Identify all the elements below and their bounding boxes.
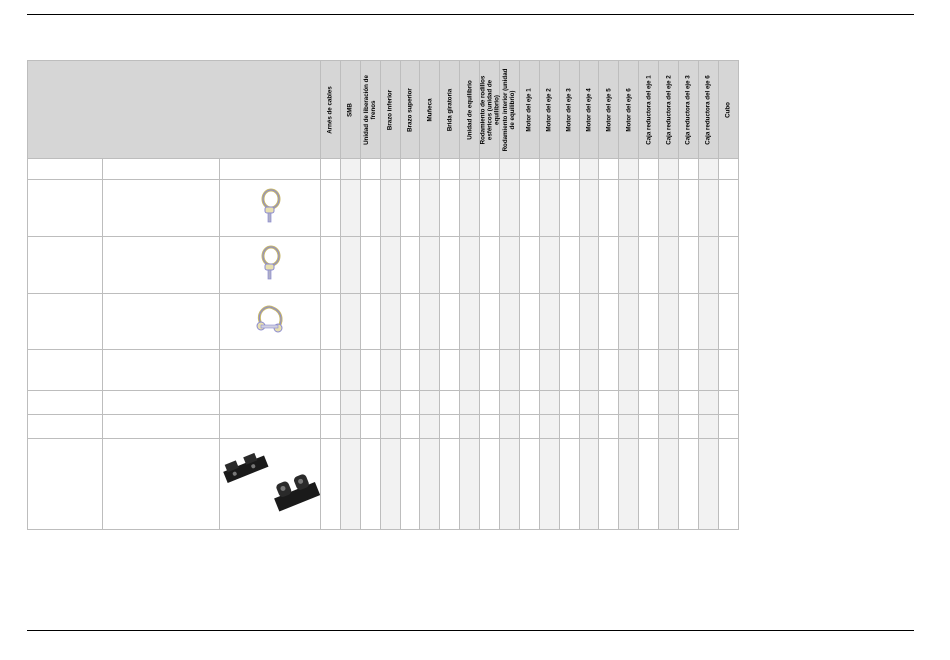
matrix-cell (500, 415, 520, 439)
tool-image-cell (220, 439, 321, 530)
table-row (28, 237, 739, 294)
matrix-cell (480, 180, 500, 237)
matrix-cell (698, 294, 718, 350)
matrix-cell (380, 180, 400, 237)
matrix-cell (579, 415, 599, 439)
matrix-cell (619, 237, 639, 294)
matrix-cell (460, 391, 480, 415)
column-header-label: Motor del eje 4 (585, 87, 593, 132)
matrix-cell (340, 180, 360, 237)
matrix-cell (718, 391, 738, 415)
matrix-cell (321, 439, 341, 530)
matrix-cell (460, 294, 480, 350)
matrix-cell (539, 415, 559, 439)
matrix-cell (440, 294, 460, 350)
matrix-cell (360, 350, 380, 391)
matrix-cell (380, 350, 400, 391)
matrix-cell (559, 294, 579, 350)
matrix-cell (599, 391, 619, 415)
matrix-cell (360, 439, 380, 530)
matrix-cell (718, 180, 738, 237)
column-header (380, 61, 400, 159)
matrix-cell (639, 415, 659, 439)
matrix-cell (321, 415, 341, 439)
tool-name-cell (103, 415, 220, 439)
column-header-label: Muñeca (426, 97, 434, 122)
column-header (500, 61, 520, 159)
matrix-cell (480, 159, 500, 180)
matrix-cell (400, 237, 420, 294)
tool-image-cell (220, 415, 321, 439)
matrix-cell (519, 237, 539, 294)
header-row (28, 61, 739, 159)
matrix-cell (698, 391, 718, 415)
matrix-cell (360, 237, 380, 294)
matrix-cell (519, 415, 539, 439)
matrix-cell (420, 237, 440, 294)
matrix-cell (659, 159, 679, 180)
matrix-cell (718, 237, 738, 294)
matrix-cell (559, 391, 579, 415)
column-header-label: Motor del eje 5 (605, 87, 613, 132)
matrix-cell (679, 391, 699, 415)
tool-image-cell (220, 391, 321, 415)
column-header-label: Brida giratoria (446, 88, 454, 131)
fixture-blocks-image (220, 450, 320, 514)
column-header (321, 61, 341, 159)
matrix-cell (519, 391, 539, 415)
matrix-cell (440, 180, 460, 237)
matrix-cell (579, 391, 599, 415)
matrix-cell (340, 294, 360, 350)
matrix-cell (599, 415, 619, 439)
matrix-cell (579, 237, 599, 294)
matrix-cell (321, 350, 341, 391)
matrix-cell (420, 180, 440, 237)
matrix-cell (679, 237, 699, 294)
column-header-label: Brazo superior (406, 87, 414, 132)
column-header-label: Cubo (724, 101, 732, 118)
column-header-label: Unidad de liberación de frenos (363, 74, 378, 145)
matrix-cell (400, 294, 420, 350)
matrix-cell (579, 294, 599, 350)
column-header-label: Motor del eje 1 (525, 87, 533, 132)
matrix-cell (698, 439, 718, 530)
column-header-label: Unidad de equilibrio (466, 79, 474, 140)
matrix-cell (380, 439, 400, 530)
matrix-cell (500, 350, 520, 391)
matrix-cell (321, 294, 341, 350)
matrix-cell (460, 415, 480, 439)
matrix-cell (400, 159, 420, 180)
tool-name-cell (103, 391, 220, 415)
matrix-cell (420, 415, 440, 439)
tool-id-cell (28, 391, 103, 415)
matrix-cell (460, 439, 480, 530)
matrix-cell (679, 415, 699, 439)
matrix-cell (559, 180, 579, 237)
tool-name-cell (103, 294, 220, 350)
matrix-cell (639, 439, 659, 530)
lifting-eye-bolt-image (257, 188, 283, 224)
matrix-cell (460, 237, 480, 294)
matrix-cell (360, 415, 380, 439)
matrix-cell (659, 294, 679, 350)
tool-id-cell (28, 159, 103, 180)
tool-id-cell (28, 180, 103, 237)
column-header (360, 61, 380, 159)
matrix-cell (559, 237, 579, 294)
tool-id-cell (28, 350, 103, 391)
matrix-cell (539, 180, 559, 237)
matrix-cell (659, 391, 679, 415)
table-row (28, 350, 739, 391)
lifting-shackle-image (253, 302, 287, 336)
matrix-cell (718, 350, 738, 391)
matrix-cell (679, 159, 699, 180)
matrix-cell (679, 439, 699, 530)
matrix-cell (380, 159, 400, 180)
matrix-cell (659, 237, 679, 294)
table-row (28, 294, 739, 350)
matrix-cell (321, 391, 341, 415)
matrix-cell (480, 294, 500, 350)
matrix-cell (321, 180, 341, 237)
matrix-cell (639, 159, 659, 180)
matrix-cell (619, 159, 639, 180)
matrix-cell (380, 415, 400, 439)
matrix-cell (539, 159, 559, 180)
column-header (559, 61, 579, 159)
matrix-cell (698, 415, 718, 439)
matrix-cell (500, 391, 520, 415)
matrix-cell (659, 439, 679, 530)
matrix-cell (340, 415, 360, 439)
tool-image-cell (220, 350, 321, 391)
matrix-cell (579, 159, 599, 180)
matrix-cell (639, 180, 659, 237)
tool-id-cell (28, 415, 103, 439)
matrix-cell (519, 439, 539, 530)
matrix-cell (480, 237, 500, 294)
matrix-cell (559, 415, 579, 439)
matrix-cell (619, 350, 639, 391)
matrix-cell (460, 159, 480, 180)
column-header (599, 61, 619, 159)
matrix-cell (480, 350, 500, 391)
lifting-eye-bolt-image (257, 245, 283, 281)
matrix-cell (579, 439, 599, 530)
matrix-cell (420, 350, 440, 391)
matrix-cell (698, 237, 718, 294)
column-header (659, 61, 679, 159)
matrix-cell (400, 415, 420, 439)
matrix-cell (539, 350, 559, 391)
table-row (28, 439, 739, 530)
column-header (698, 61, 718, 159)
matrix-cell (420, 439, 440, 530)
matrix-cell (500, 159, 520, 180)
matrix-cell (519, 294, 539, 350)
matrix-cell (559, 439, 579, 530)
top-rule (27, 14, 914, 15)
column-header-label: SMB (346, 102, 354, 117)
matrix-cell (718, 415, 738, 439)
tool-image-cell (220, 237, 321, 294)
matrix-cell (619, 391, 639, 415)
matrix-cell (519, 159, 539, 180)
table-row (28, 180, 739, 237)
matrix-cell (380, 294, 400, 350)
matrix-cell (599, 350, 619, 391)
matrix-cell (718, 294, 738, 350)
matrix-cell (698, 159, 718, 180)
matrix-cell (340, 159, 360, 180)
matrix-cell (321, 159, 341, 180)
tool-name-cell (103, 237, 220, 294)
matrix-cell (579, 180, 599, 237)
column-header (579, 61, 599, 159)
matrix-cell (519, 180, 539, 237)
matrix-cell (659, 350, 679, 391)
matrix-cell (599, 237, 619, 294)
column-header (519, 61, 539, 159)
column-header-label: Caja reductora del eje 6 (704, 74, 712, 145)
matrix-cell (619, 294, 639, 350)
matrix-cell (340, 350, 360, 391)
column-header (480, 61, 500, 159)
column-header-label: Rodamiento interior (unidad de equilibrio) (502, 68, 517, 151)
column-header-label: Rodamiento de rodillos esféricos (unidad de equilibrio) (479, 75, 501, 144)
column-header-label: Caja reductora del eje 3 (684, 74, 692, 145)
matrix-cell (500, 180, 520, 237)
column-header (340, 61, 360, 159)
matrix-cell (500, 237, 520, 294)
matrix-cell (639, 391, 659, 415)
matrix-cell (679, 180, 699, 237)
matrix-cell (659, 180, 679, 237)
matrix-cell (340, 391, 360, 415)
bottom-rule (27, 630, 914, 631)
column-header-label: Arnés de cables (326, 85, 334, 134)
tool-image-cell (220, 294, 321, 350)
matrix-cell (679, 350, 699, 391)
matrix-cell (360, 180, 380, 237)
matrix-cell (440, 415, 460, 439)
matrix-cell (440, 439, 460, 530)
column-header (460, 61, 480, 159)
matrix-cell (539, 439, 559, 530)
column-header (539, 61, 559, 159)
matrix-cell (599, 180, 619, 237)
matrix-cell (440, 159, 460, 180)
table-row (28, 159, 739, 180)
matrix-cell (559, 350, 579, 391)
tool-id-cell (28, 237, 103, 294)
matrix-cell (659, 415, 679, 439)
column-header (619, 61, 639, 159)
matrix-cell (698, 180, 718, 237)
tool-image-cell (220, 180, 321, 237)
matrix-cell (619, 180, 639, 237)
column-header-label: Caja reductora del eje 1 (645, 74, 653, 145)
matrix-cell (460, 180, 480, 237)
matrix-cell (639, 350, 659, 391)
tool-name-cell (103, 439, 220, 530)
matrix-cell (519, 350, 539, 391)
matrix-cell (579, 350, 599, 391)
matrix-cell (718, 439, 738, 530)
matrix-cell (619, 439, 639, 530)
matrix-cell (360, 159, 380, 180)
matrix-cell (639, 294, 659, 350)
matrix-cell (480, 391, 500, 415)
tool-name-cell (103, 180, 220, 237)
matrix-cell (480, 439, 500, 530)
matrix-cell (340, 237, 360, 294)
tool-name-cell (103, 350, 220, 391)
matrix-cell (380, 391, 400, 415)
column-header (440, 61, 460, 159)
matrix-cell (420, 294, 440, 350)
matrix-cell (340, 439, 360, 530)
column-header (679, 61, 699, 159)
matrix-cell (420, 391, 440, 415)
matrix-cell (321, 237, 341, 294)
table-row (28, 415, 739, 439)
tool-image-cell (220, 159, 321, 180)
matrix-cell (460, 350, 480, 391)
column-header (718, 61, 738, 159)
column-header (420, 61, 440, 159)
matrix-cell (420, 159, 440, 180)
matrix-cell (698, 350, 718, 391)
matrix-cell (539, 237, 559, 294)
header-blank-cell (28, 61, 321, 159)
matrix-cell (500, 439, 520, 530)
matrix-cell (679, 294, 699, 350)
matrix-cell (539, 294, 559, 350)
tool-component-matrix (27, 60, 739, 530)
column-header-label: Motor del eje 6 (625, 87, 633, 132)
matrix-cell (539, 391, 559, 415)
column-header-label: Brazo inferior (386, 89, 394, 130)
matrix-cell (619, 415, 639, 439)
column-header-label: Motor del eje 3 (565, 87, 573, 132)
matrix-cell (360, 391, 380, 415)
tool-id-cell (28, 439, 103, 530)
matrix-cell (480, 415, 500, 439)
matrix-cell (599, 159, 619, 180)
matrix-cell (360, 294, 380, 350)
matrix-cell (400, 350, 420, 391)
column-header (400, 61, 420, 159)
column-header (639, 61, 659, 159)
column-header-label: Motor del eje 2 (545, 87, 553, 132)
tool-id-cell (28, 294, 103, 350)
tool-name-cell (103, 159, 220, 180)
matrix-cell (500, 294, 520, 350)
column-header-label: Caja reductora del eje 2 (665, 74, 673, 145)
matrix-cell (400, 180, 420, 237)
matrix-cell (400, 439, 420, 530)
matrix-cell (400, 391, 420, 415)
matrix-cell (599, 439, 619, 530)
matrix-cell (380, 237, 400, 294)
table-row (28, 391, 739, 415)
matrix-cell (639, 237, 659, 294)
matrix-cell (440, 350, 460, 391)
matrix-cell (440, 391, 460, 415)
matrix-cell (559, 159, 579, 180)
matrix-cell (718, 159, 738, 180)
matrix-cell (440, 237, 460, 294)
matrix-cell (599, 294, 619, 350)
